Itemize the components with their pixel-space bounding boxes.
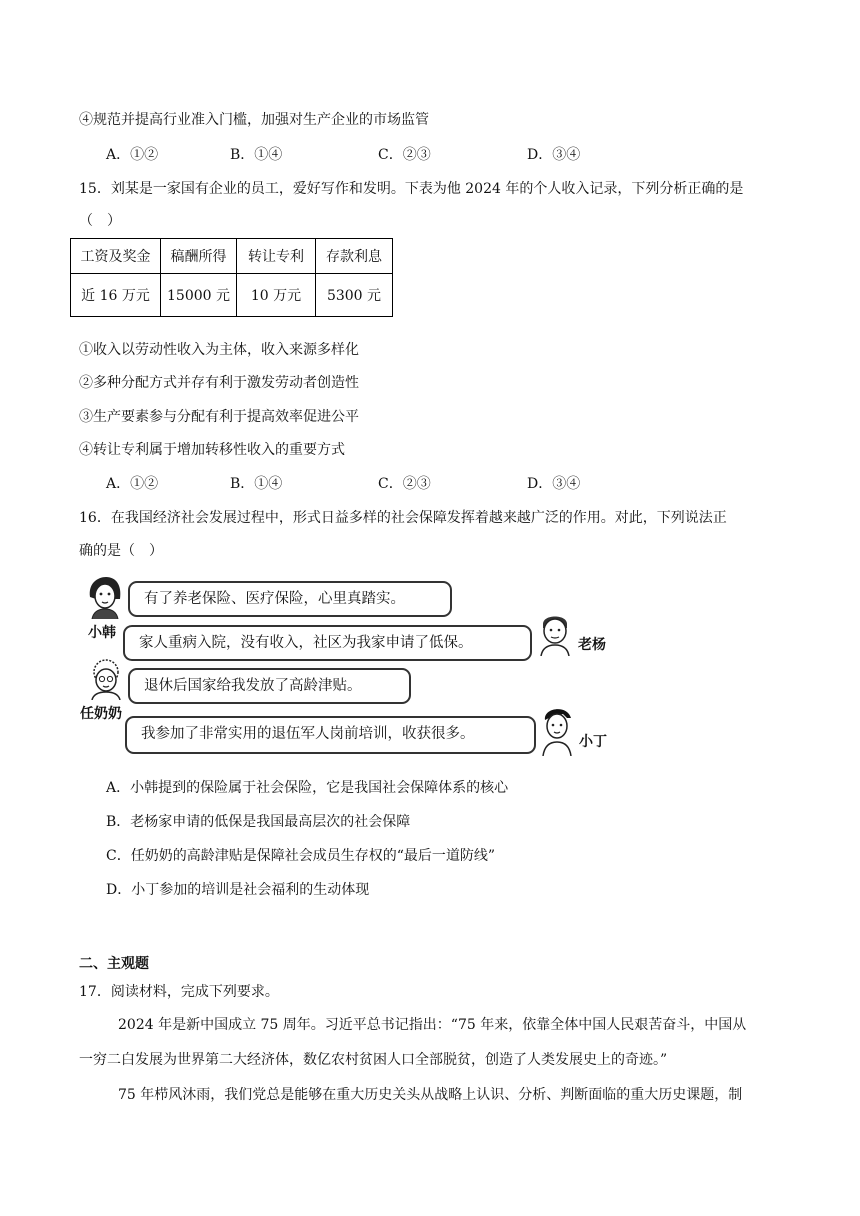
q16-option-d: D．小丁参加的培训是社会福利的生动体现 — [106, 882, 370, 898]
table-cell: 5300 元 — [316, 274, 393, 317]
speech-text: 有了养老保险、医疗保险，心里真踏实。 — [144, 591, 405, 607]
q15-item-4: ④转让专利属于增加转移性收入的重要方式 — [79, 442, 345, 458]
grandma-avatar-icon — [86, 658, 126, 700]
q17-stem: 17．阅读材料，完成下列要求。 — [79, 984, 279, 1000]
man-avatar-icon — [535, 610, 575, 656]
income-table — [70, 238, 393, 317]
speaker-name: 小韩 — [88, 625, 116, 641]
speech-bubble — [128, 668, 411, 704]
q15-stem-line1: 15．刘某是一家国有企业的员工，爱好写作和发明。下表为他 2024 年的个人收入记录，下列分析正确的是 — [79, 181, 744, 197]
table-cell: 近 16 万元 — [71, 274, 161, 317]
q16-option-c: C．任奶奶的高龄津贴是保障社会成员生存权的“最后一道防线” — [106, 848, 496, 864]
material-para1-line2: 一穷二白发展为世界第二大经济体，数亿农村贫困人口全部脱贫，创造了人类发展史上的奇迹。” — [79, 1052, 668, 1068]
woman-avatar-icon — [84, 575, 126, 619]
q15-option-d: D．③④ — [527, 476, 581, 492]
speech-bubble — [128, 581, 452, 617]
material-para1-line1: 2024 年是新中国成立 75 周年。习近平总书记指出：“75 年来，依靠全体中国人民艰苦奋斗，中国从 — [118, 1017, 747, 1033]
speech-text: 我参加了非常实用的退伍军人岗前培训，收获很多。 — [141, 726, 475, 742]
q15-item-2: ②多种分配方式并存有利于激发劳动者创造性 — [79, 375, 359, 391]
q15-item-1: ①收入以劳动性收入为主体，收入来源多样化 — [79, 342, 359, 358]
material-para2-line1: 75 年栉风沐雨，我们党总是能够在重大历史关头从战略上认识、分析、判断面临的重大历史课题，制 — [118, 1087, 743, 1103]
table-header-cell: 存款利息 — [316, 239, 393, 274]
q14-item-4: ④规范并提高行业准入门槛，加强对生产企业的市场监管 — [79, 112, 429, 128]
q15-stem-line2: （ ） — [79, 213, 121, 229]
table-cell: 15000 元 — [161, 274, 237, 317]
speech-text: 家人重病入院，没有收入，社区为我家申请了低保。 — [139, 635, 473, 651]
q16-option-a: A．小韩提到的保险属于社会保险，它是我国社会保障体系的核心 — [106, 780, 509, 796]
speech-bubble — [125, 716, 536, 754]
q15-options — [106, 474, 806, 494]
table-header-cell: 工资及奖金 — [71, 239, 161, 274]
speaker-name: 小丁 — [579, 734, 607, 750]
speaker-name: 老杨 — [578, 637, 606, 653]
q15-option-b: B．①④ — [230, 476, 283, 492]
q16-stem-line2: 确的是（ ） — [79, 543, 163, 559]
table-header-cell: 稿酬所得 — [161, 239, 237, 274]
speech-bubble — [123, 625, 532, 661]
q14-option-b: B．①④ — [230, 147, 283, 163]
table-header-cell: 转让专利 — [237, 239, 316, 274]
q14-option-a: A．①② — [106, 147, 159, 163]
table-row — [71, 274, 393, 317]
q16-option-b: B．老杨家申请的低保是我国最高层次的社会保障 — [106, 814, 411, 830]
speech-text: 退休后国家给我发放了高龄津贴。 — [144, 678, 362, 694]
q15-option-c: C．②③ — [378, 476, 431, 492]
q15-item-3: ③生产要素参与分配有利于提高效率促进公平 — [79, 409, 359, 425]
q14-option-c: C．②③ — [378, 147, 431, 163]
table-row — [71, 239, 393, 274]
q16-stem-line1: 16．在我国经济社会发展过程中，形式日益多样的社会保障发挥着越来越广泛的作用。对此，下列说法正 — [79, 510, 727, 526]
young-man-avatar-icon — [537, 704, 577, 756]
q15-option-a: A．①② — [106, 476, 159, 492]
table-cell: 10 万元 — [237, 274, 316, 317]
speaker-name: 任奶奶 — [80, 706, 122, 722]
q14-option-d: D．③④ — [527, 147, 581, 163]
q14-options — [106, 145, 806, 165]
section-heading: 二、主观题 — [79, 956, 149, 972]
